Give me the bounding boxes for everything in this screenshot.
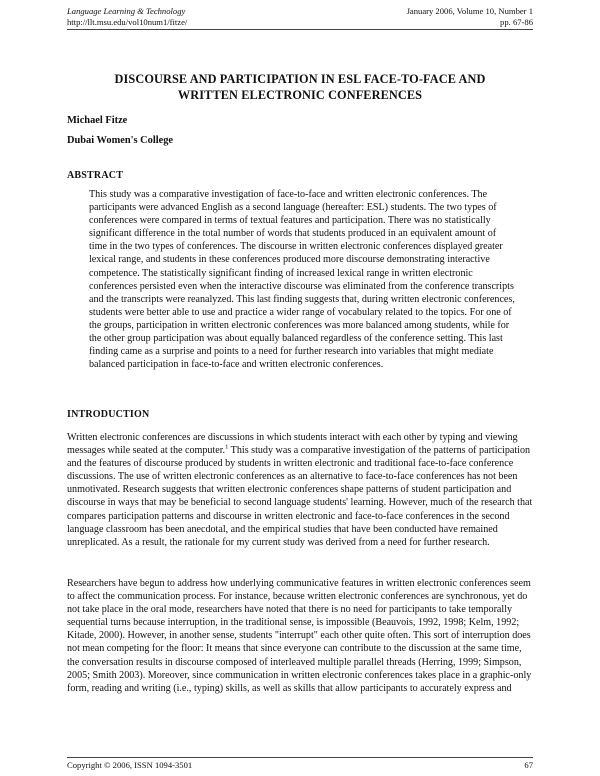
copyright-notice: Copyright © 2006, ISSN 1094-3501 [67, 760, 193, 770]
paragraph-1-text-a: Written electronic conferences are discussions in which students interact with each other by typing and viewing messages while seated at the computer. [67, 432, 518, 457]
page-number: 67 [524, 760, 533, 770]
page-footer [67, 760, 533, 771]
introduction-paragraph-1 [67, 431, 533, 549]
journal-name: Language Learning & Technology [67, 6, 186, 16]
abstract-text: This study was a comparative investigation of face-to-face and written electronic conferences. The participants were advanced English as a second language (hereafter: ESL) students. The two types of conferences were compared in terms of textual features and participation. There was no statistically significant difference in the total number of words that students produced in an equivalent amount of time in the two types of conferences. The discourse in written electronic conferences displayed greater lexical range, and students in these conferences produced more discourse demonstrating interactive competence. The statistically significant finding of increased lexical range in written electronic conferences persisted even when the interactive discourse was eliminated from the conference transcripts and the transcripts were reanalyzed. This last finding suggests that, during written electronic conferences, students were better able to use and practice a wider range of vocabulary related to the topics. For one of the groups, participation in written electronic conferences was more balanced among students, while for the other group participation was about equally balanced regardless of the conference setting. This last finding came as a surprise and points to a need for further research into variables that might mediate balanced participation in face-to-face and written electronic conferences. [89, 189, 515, 371]
abstract-heading: ABSTRACT [67, 170, 124, 181]
paper-title [67, 71, 533, 103]
introduction-heading: INTRODUCTION [67, 409, 150, 420]
title-line-2: WRITTEN ELECTRONIC CONFERENCES [177, 88, 423, 102]
footnote-marker[interactable]: 1 [225, 443, 229, 451]
paragraph-1-text-b: This study was a comparative investigation of the patterns of participation and the features of discourse produced by students in written electronic and traditional face-to-face conference discussions. The use of written electronic conferences as an alternative to face-to-face conferences has not been unmotivated. Research suggests that written electronic conferences shape patterns of student participation and discourse in ways that may be beneficial to second language students' learning. However, much of the research that compares participation patterns and discourse in written electronic and face-to-face conferences in the second language classroom has been anecdotal, and the empirical studies that have been conducted have remained unreplicated. As a result, the rationale for my current study was derived from a need for further research. [67, 445, 533, 548]
page-range: pp. 67-86 [500, 17, 533, 27]
footer-rule [67, 757, 533, 758]
header-rule [67, 29, 533, 30]
author-name: Michael Fitze [67, 115, 128, 126]
running-header [67, 6, 533, 28]
author-affiliation: Dubai Women's College [67, 135, 174, 146]
title-line-1: DISCOURSE AND PARTICIPATION IN ESL FACE-TO-FACE AND [114, 72, 486, 86]
introduction-paragraph-2: Researchers have begun to address how underlying communicative features in written electronic conferences seem to affect the communication process. For instance, because written electronic conferences are synchronous, yet do not take place in the oral mode, researchers have noted that there is no need for participants to take temporally sequential turns because interruption, in the traditional sense, is impossible (Beauvois, 1992, 1998; Kelm, 1992; Kitade, 2000). However, in another sense, students "interrupt" each other quite often. This sort of interruption does not mean competing for the floor: It means that since everyone can contribute to the discussion at the same time, the conversation results in discourse composed of interleaved multiple parallel threads (Herring, 1999; Simpson, 2005; Smith 2003). Moreover, since communication in written electronic conferences takes place in a graphic-only form, reading and writing (i.e., typing) skills, as well as skills that allow participants to accurately express and [67, 578, 532, 694]
issue-info: January 2006, Volume 10, Number 1 [406, 6, 533, 16]
article-url[interactable]: http://llt.msu.edu/vol10num1/fitze/ [67, 17, 188, 27]
